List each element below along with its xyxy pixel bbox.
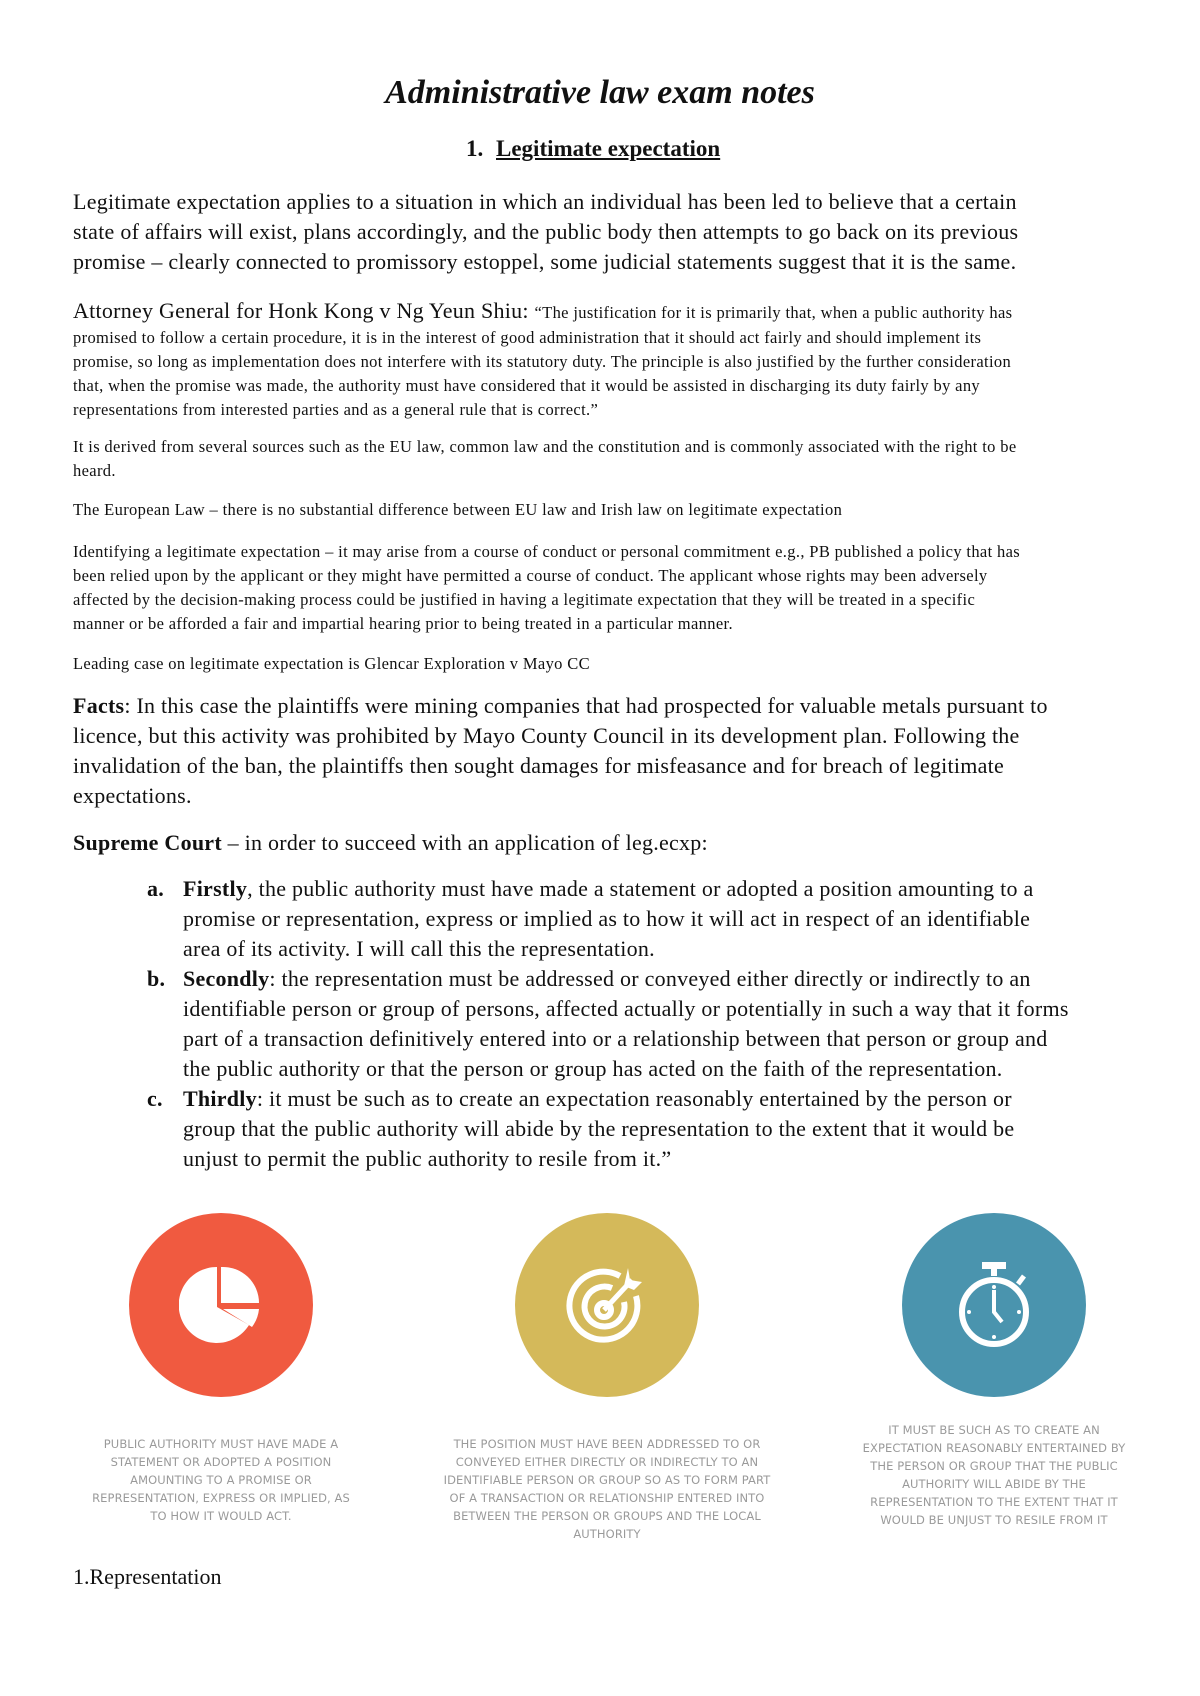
caption-line: THE PERSON OR GROUP THAT THE PUBLIC <box>870 1459 1118 1473</box>
infographic-caption <box>407 1435 807 1543</box>
attorney-general-quote <box>73 296 1012 422</box>
text-line: the public authority or that the person or group has acted on the faith of the representation. <box>183 1056 1003 1081</box>
caption-line: AUTHORITY <box>573 1527 641 1541</box>
facts-paragraph <box>73 691 1048 811</box>
infographic <box>0 1213 1200 1543</box>
caption-line: EXPECTATION REASONABLY ENTERTAINED BY <box>862 1441 1126 1455</box>
subsection-heading: 1.Representation <box>73 1564 222 1589</box>
text-line: Legitimate expectation applies to a situation in which an individual has been led to believe that a certain <box>73 189 1017 214</box>
list-marker: b. <box>147 966 166 991</box>
text-line: , the public authority must have made a statement or adopted a position amounting to a <box>247 876 1034 901</box>
criteria-label: Secondly <box>183 966 270 991</box>
stopwatch-icon <box>954 1260 1034 1350</box>
caption-line: REPRESENTATION, EXPRESS OR IMPLIED, AS <box>92 1491 350 1505</box>
intro-paragraph <box>73 187 1018 277</box>
text-line: : In this case the plaintiffs were mining companies that had prospected for valuable metals pursuant to <box>124 693 1048 718</box>
infographic-item-expectation <box>794 1213 1194 1529</box>
criteria-label: Firstly <box>183 876 248 901</box>
text-line: area of its activity. I will call this the representation. <box>183 936 655 961</box>
european-law-paragraph: The European Law – there is no substantial difference between EU law and Irish law on legitimate expectation <box>73 500 843 519</box>
infographic-item-addressed <box>407 1213 807 1543</box>
criteria-item <box>147 874 1069 964</box>
text-line: promise or representation, express or implied as to how it will act in respect of an identifiable <box>183 906 1031 931</box>
text-line: identifiable person or group of persons, affected actually or potentially in such a way that it forms <box>183 996 1069 1021</box>
icon-circle <box>515 1213 699 1397</box>
caption-line: AUTHORITY WILL ABIDE BY THE <box>902 1477 1086 1491</box>
text-line: been relied upon by the applicant or they might have permitted a course of conduct. The applicant whose rights may been adversely <box>73 566 988 585</box>
icon-circle <box>129 1213 313 1397</box>
document-title: Administrative law exam notes <box>385 74 815 111</box>
text-line: Identifying a legitimate expectation – it may arise from a course of conduct or personal commitment e.g., PB published a policy that has <box>73 542 1021 561</box>
quote-line: promise, so long as implementation does not interfere with its statutory duty. The principle is also justified by the further consideration <box>73 352 1012 371</box>
derived-paragraph <box>73 435 1017 483</box>
pie-chart-icon <box>179 1263 263 1347</box>
criteria-list <box>147 874 1069 1174</box>
supreme-court-paragraph <box>73 828 708 858</box>
icon-circle <box>902 1213 1086 1397</box>
caption-line: AMOUNTING TO A PROMISE OR <box>130 1473 312 1487</box>
text-line: promise – clearly connected to promissory estoppel, some judicial statements suggest that it is the same. <box>73 249 1017 274</box>
text-line: heard. <box>73 461 116 480</box>
infographic-caption <box>21 1435 421 1525</box>
caption-line: THE POSITION MUST HAVE BEEN ADDRESSED TO OR <box>453 1437 761 1451</box>
text-line: part of a transaction definitively entered into or a relationship between that person or group and <box>183 1026 1048 1051</box>
text-line: – in order to succeed with an application of leg.ecxp: <box>221 830 708 855</box>
quote-line: “The justification for it is primarily that, when a public authority has <box>534 303 1013 322</box>
identifying-paragraph <box>73 540 1020 636</box>
text-line: state of affairs will exist, plans accordingly, and the public body then attempts to go back on its previous <box>73 219 1019 244</box>
caption-line: REPRESENTATION TO THE EXTENT THAT IT <box>870 1495 1118 1509</box>
caption-line: CONVEYED EITHER DIRECTLY OR INDIRECTLY TO AN <box>455 1455 759 1469</box>
caption-line: IDENTIFIABLE PERSON OR GROUP SO AS TO FORM PART <box>443 1473 771 1487</box>
text-line: : it must be such as to create an expectation reasonably entertained by the person or <box>256 1086 1012 1111</box>
target-arrow-icon <box>562 1260 652 1350</box>
section-heading <box>466 136 720 162</box>
quote-line: representations from interested parties and as a general rule that is correct.” <box>73 400 599 419</box>
text-line: manner or be afforded a fair and impartial hearing prior to being treated in a particular manner. <box>73 614 733 633</box>
infographic-caption <box>794 1421 1194 1529</box>
quote-line: that, when the promise was made, the authority must have considered that it would be assisted in discharging its duty fairly by any <box>73 376 981 395</box>
list-marker: c. <box>147 1086 163 1111</box>
caption-line: STATEMENT OR ADOPTED A POSITION <box>110 1455 332 1469</box>
text-line: group that the public authority will abide by the representation to the extent that it would be <box>183 1116 1015 1141</box>
text-line: invalidation of the ban, the plaintiffs then sought damages for misfeasance and for breach of legitimate <box>73 753 1004 778</box>
text-line: expectations. <box>73 783 192 808</box>
quote-line: promised to follow a certain procedure, it is in the interest of good administration that it should act fairly and should implement its <box>73 328 982 347</box>
text-line: affected by the decision-making process could be justified in having a legitimate expectation that they will be treated in a specific <box>73 590 976 609</box>
infographic-item-representation <box>21 1213 421 1525</box>
text-line: licence, but this activity was prohibited by Mayo County Council in its development plan. Following the <box>73 723 1020 748</box>
caption-line: PUBLIC AUTHORITY MUST HAVE MADE A <box>103 1437 339 1451</box>
caption-line: IT MUST BE SUCH AS TO CREATE AN <box>888 1423 1100 1437</box>
list-marker: a. <box>147 876 164 901</box>
caption-line: WOULD BE UNJUST TO RESILE FROM IT <box>880 1513 1108 1527</box>
criteria-item <box>147 964 1069 1084</box>
text-line: unjust to permit the public authority to resile from it.” <box>183 1146 672 1171</box>
case-citation: Attorney General for Honk Kong v Ng Yeun Shiu: <box>73 298 535 323</box>
caption-line: OF A TRANSACTION OR RELATIONSHIP ENTERED INTO <box>449 1491 765 1505</box>
caption-line: TO HOW IT WOULD ACT. <box>150 1509 292 1523</box>
supreme-court-label: Supreme Court <box>73 830 222 855</box>
criteria-label: Thirdly <box>183 1086 257 1111</box>
criteria-item <box>147 1084 1069 1174</box>
text-line: It is derived from several sources such as the EU law, common law and the constitution and is commonly associated with the right to be <box>73 437 1017 456</box>
text-line: : the representation must be addressed or conveyed either directly or indirectly to an <box>269 966 1031 991</box>
caption-line: BETWEEN THE PERSON OR GROUPS AND THE LOCAL <box>453 1509 761 1523</box>
section-heading-text: Legitimate expectation <box>496 136 721 161</box>
facts-label: Facts <box>73 693 125 718</box>
section-number: 1. <box>466 136 484 161</box>
leading-case-paragraph: Leading case on legitimate expectation is Glencar Exploration v Mayo CC <box>73 654 590 673</box>
